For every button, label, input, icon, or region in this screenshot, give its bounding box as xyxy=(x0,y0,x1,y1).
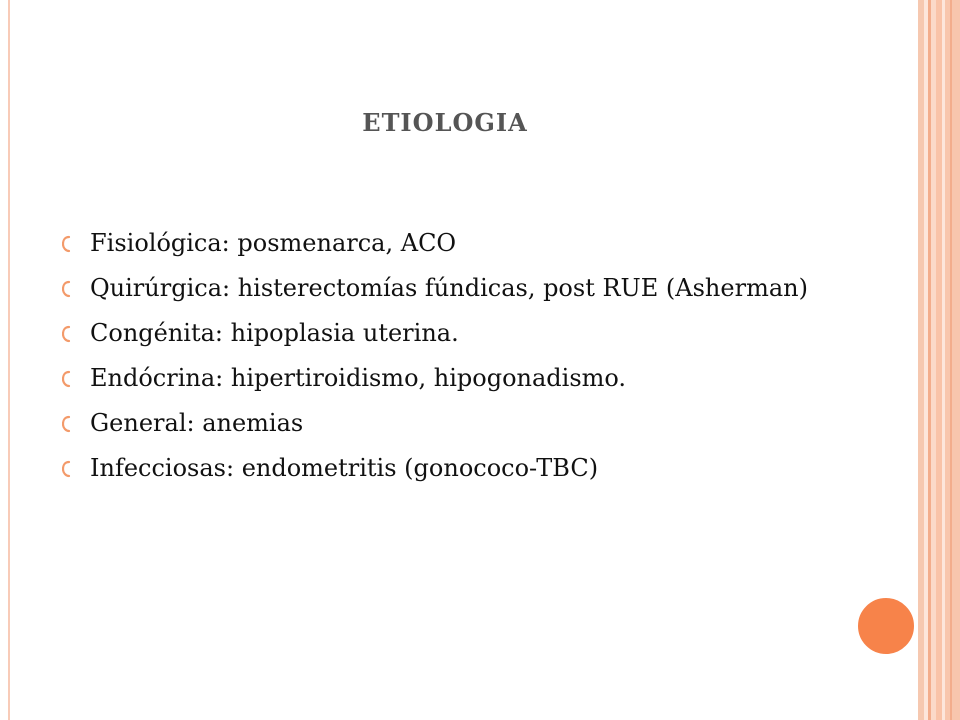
bullet-text: Congénita: hipoplasia uterina. xyxy=(90,319,459,347)
bullet-text: Quirúrgica: histerectomías fúndicas, post RUE (Asherman) xyxy=(90,274,808,302)
bullet-item xyxy=(62,451,822,486)
right-stripe xyxy=(950,0,952,720)
bullet-icon xyxy=(62,280,76,298)
bullet-item xyxy=(62,226,822,261)
bullet-icon xyxy=(62,370,76,388)
bullet-icon xyxy=(62,415,76,433)
bullet-item xyxy=(62,361,822,396)
bullet-icon xyxy=(62,325,76,343)
slide-title: ETIOLOGIA xyxy=(362,108,528,137)
bullet-item xyxy=(62,406,822,441)
bullet-text: Endócrina: hipertiroidismo, hipogonadismo. xyxy=(90,364,627,392)
bullet-item xyxy=(62,316,822,351)
bullet-icon xyxy=(62,460,76,478)
decorative-circle xyxy=(856,596,916,656)
right-stripe xyxy=(945,0,960,720)
bullet-text: General: anemias xyxy=(90,409,304,437)
bullet-icon xyxy=(62,235,76,253)
bullet-item xyxy=(62,271,822,306)
bullet-text: Fisiológica: posmenarca, ACO xyxy=(90,229,457,257)
bullet-text: Infecciosas: endometritis (gonococo-TBC) xyxy=(90,454,599,482)
bullet-list xyxy=(62,226,822,496)
